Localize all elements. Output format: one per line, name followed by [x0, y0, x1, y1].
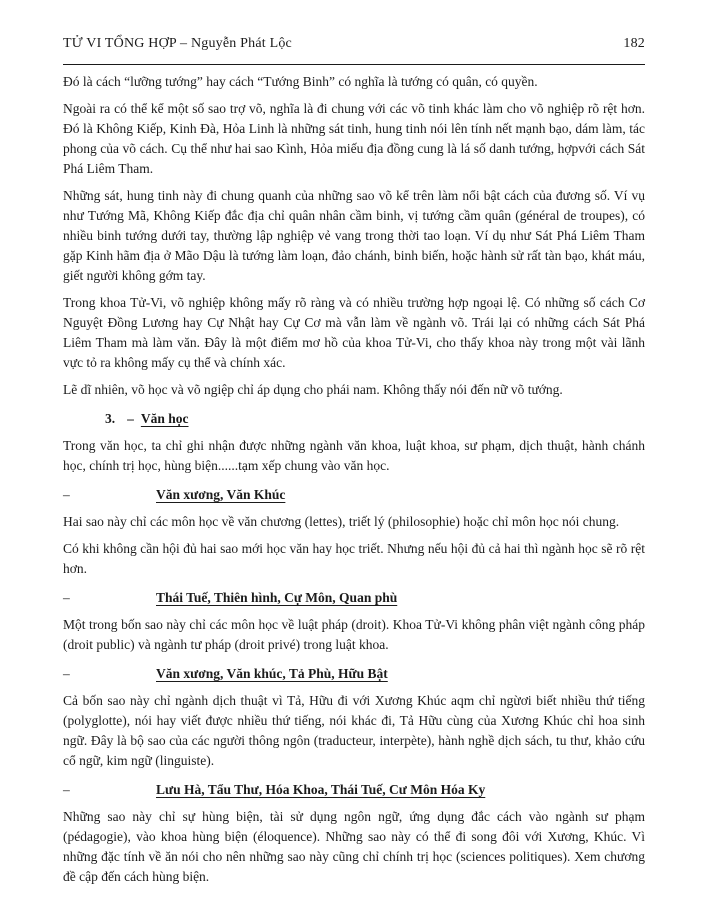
subheading-dash: – — [63, 590, 70, 605]
subheading-title: Văn xương, Văn Khúc — [156, 487, 286, 502]
section-number: 3. — [105, 411, 116, 426]
body-paragraph-8: Có khi không cần hội đủ hai sao mới học văn hay học triết. Nhưng nếu hội đủ cả hai thì ngành học sẽ rõ rệt hơn. — [63, 541, 645, 576]
body-paragraph-6: Trong văn học, ta chỉ ghi nhận được những ngành văn khoa, luật khoa, sư phạm, dịch thuật, hành chánh học, chính trị học, hùng biện......tạm xếp chung vào văn học. — [63, 438, 645, 473]
running-title: TỬ VI TỔNG HỢP – Nguyễn Phát Lộc — [63, 36, 292, 51]
section-dash: – — [127, 411, 134, 426]
subheading-van-xuong-van-khuc — [63, 485, 645, 505]
page-number: 182 — [623, 36, 645, 51]
page-body — [63, 72, 645, 887]
body-paragraph-5: Lẽ dĩ nhiên, võ học và võ ngiệp chỉ áp dụng cho phái nam. Không thấy nói đến nữ võ tướng. — [63, 382, 563, 397]
body-paragraph-10: Cả bốn sao này chỉ ngành dịch thuật vì Tả, Hữu đi với Xương Khúc aqm chỉ ngừơi biết nhiều thứ tiếng (polyglotte), nói hay viết được nhiều thứ tiếng, nói khác đi, Tả Hữu cùng của Xương Khúc chỉ hoa sinh ngữ. Đây là bộ sao của các người thông ngôn (traducteur, interpète), hành nghề dịch sách, tu thư, khảo cứu cổ ngữ, kim ngữ (linguiste). — [63, 693, 645, 768]
subheading-title: Lưu Hà, Tẩu Thư, Hóa Khoa, Thái Tuế, Cư Môn Hóa Ky — [156, 782, 486, 797]
body-paragraph-9: Một trong bốn sao này chỉ các môn học về luật pháp (droit). Khoa Tử-Vi không phân việt ngành công pháp (droit public) và ngành tư pháp (droit privé) trong luật khoa. — [63, 617, 645, 652]
header-rule — [63, 64, 645, 65]
subheading-dash: – — [63, 666, 70, 681]
subheading-dash: – — [63, 782, 70, 797]
body-paragraph-7: Hai sao này chỉ các môn học về văn chương (lettes), triết lý (philosophie) hoặc chỉ môn học nói chung. — [63, 514, 620, 529]
subheading-ta-phu-huu-bat — [63, 664, 645, 684]
subheading-thai-tue-thien-hinh — [63, 588, 645, 608]
section-heading-van-hoc — [63, 409, 645, 429]
subheading-title: Thái Tuế, Thiên hình, Cự Môn, Quan phù — [156, 590, 398, 605]
subheading-luu-ha-tau-thu — [63, 780, 645, 800]
body-paragraph-4: Trong khoa Tử-Vi, võ nghiệp không mấy rõ ràng và có nhiều trường hợp ngoại lệ. Có những số cách Cơ Nguyệt Đồng Lương hay Cự Nhật hay Cự Cơ mà vẫn làm về ngành võ. Trái lại có những cách Sát Phá Liêm Tham mà làm văn. Đây là một điểm mơ hồ của khoa Tử-Vi, cho thấy khoa này trong một vài lãnh vực tỏ ra không mấy cụ thể và chính xác. — [63, 295, 645, 370]
section-title: Văn học — [140, 411, 189, 426]
subheading-title: Văn xương, Văn khúc, Tả Phù, Hữu Bật — [156, 666, 388, 681]
body-paragraph-3: Những sát, hung tinh này đi chung quanh của những sao võ kể trên làm nổi bật cách của đương số. Ví vụ như Tướng Mã, Không Kiếp đắc địa chỉ quân nhân cầm binh, vị tướng cầm quân (général de troupes), có nhiều binh tướng dưới tay, thường lập nghiệp vẻ vang trong thời tao loạn. Ví dụ như Sát Phá Liêm Tham gặp Kinh hãm địa ở Mão Dậu là tướng làm loạn, đảo chánh, binh biến, hoặc hành sử rất tàn bạo, khát máu, giết người không gớm tay. — [63, 188, 645, 283]
body-paragraph-1: Đó là cách “lưỡng tướng” hay cách “Tướng Binh” có nghĩa là tướng có quân, có quyền. — [63, 74, 538, 89]
subheading-dash: – — [63, 487, 70, 502]
body-paragraph-11: Những sao này chỉ sự hùng biện, tài sử dụng ngôn ngữ, ứng dụng đắc cách vào ngành sư phạm (pédagogie), vào khoa hùng biện (éloquence). Những sao này có thể đi song đôi với Xương, Khúc. Vì những đặc tính về ăn nói cho nên những sao này cũng chỉ chính trị học (sciences politiques). Xem chương đề cập đến cách hùng biện. — [63, 809, 645, 884]
body-paragraph-2: Ngoài ra có thể kể một số sao trợ võ, nghĩa là đi chung với các võ tinh khác làm cho võ nghiệp rõ rệt hơn. Đó là Không Kiếp, Kinh Đà, Hỏa Linh là những sát tinh, hung tinh nói lên tính nết mạnh bạo, dám làm, tác phong của võ cách. Cụ thể như hai sao Kình, Hỏa miếu địa đồng cung là lá số danh tướng, hợpvới cách Sát Phá Liêm Tham. — [63, 101, 645, 176]
page-header — [63, 36, 645, 52]
